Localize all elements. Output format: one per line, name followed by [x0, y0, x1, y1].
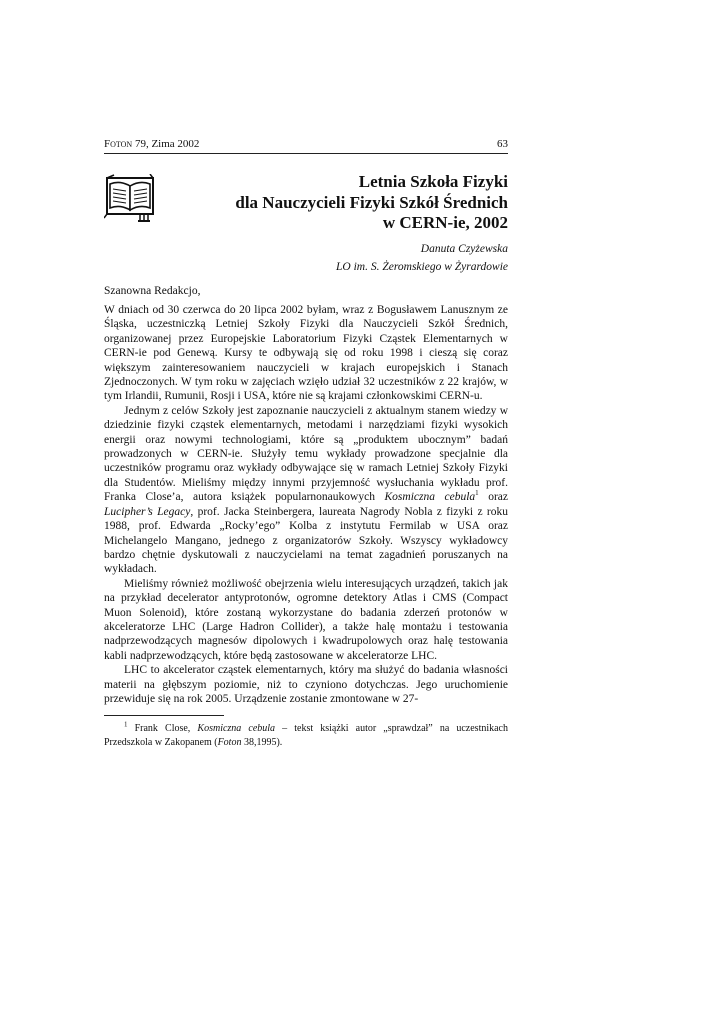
- paragraph-4: LHC to akcelerator cząstek elementarnych, który ma służyć do badania własności materii na głębszym poziomie, niż to czyniono dotychczas. Jego uruchomienie przewiduje się na rok 2005. Urządzenie zostanie zmontowane w 27-: [104, 664, 508, 705]
- book-title-kosmiczna-cebula: Kosmiczna cebula: [384, 491, 476, 504]
- page-number: 63: [497, 138, 508, 150]
- footnote-part-a: Frank Close,: [127, 723, 198, 734]
- footnote-part-c: 38,1995).: [241, 736, 283, 748]
- title-line-1: Letnia Szkoła Fizyki: [358, 172, 508, 191]
- footnote-mark: 1: [124, 720, 128, 729]
- footnote-text: [104, 722, 508, 749]
- paragraph-3: Mieliśmy również możliwość obejrzenia wielu interesujących urządzeń, takich jak na przykład decelerator antyprotonów, ogromne detektory Atlas i CMS (Compact Muon Solenoid), które zostaną wykorzystane do badania zderzeń protonów w akceleratorze LHC (Large Hadron Collider), a także halę montażu i testowania nadprzewodzących magnesów dipolowych i kwadrupolowych oraz halę testowania kabli nadprzewodzących, które będą zastosowane w akceleratorze LHC.: [104, 577, 508, 662]
- footnote-book: Kosmiczna cebula: [197, 723, 276, 734]
- footnote-journal: Foton: [217, 736, 242, 748]
- author-affiliation: LO im. S. Żeromskiego w Żyrardowie: [336, 261, 508, 273]
- salutation: Szanowna Redakcjo,: [104, 285, 201, 297]
- book-title-luciphers-legacy: Lucipher’s Legacy: [104, 505, 191, 518]
- paragraph-2-part-b: oraz: [478, 491, 508, 504]
- paragraph-2: [104, 404, 508, 577]
- issue-info: 79, Zima 2002: [132, 138, 200, 150]
- footnote-rule: [104, 715, 224, 716]
- title-line-2: dla Nauczycieli Fizyki Szkół Średnich: [235, 192, 508, 212]
- article-title: [188, 172, 508, 234]
- author-name: Danuta Czyżewska: [420, 243, 508, 255]
- article-body: [104, 303, 508, 706]
- paragraph-1: W dniach od 30 czerwca do 20 lipca 2002 byłam, wraz z Bogusławem Lanusznym ze Śląska, uczestniczką Letniej Szkoły Fizyki dla Nauczycieli Szkół Średnich, organizowanej przez Europejskie Laboratorium Fizyki Cząstek Elementarnych w CERN-ie pod Genewą. Kursy te odbywają się od roku 1998 i cieszą się coraz większym zainteresowaniem nauczycieli w krajach europejskich i Stanach Zjednoczonych. W tym roku w zajęciach wzięło udział 32 uczestników z 22 krajów, w tym Irlandii, Rumunii, Rosji i USA, które nie są krajami członkowskimi CERN-u.: [104, 304, 508, 403]
- paragraph-2-part-c: , prof. Jacka Steinbergera, laureata Nagrody Nobla z fizyki z roku 1988, prof. Edwarda „Rocky’ego” Kolba z instytutu Fermilab w USA oraz Michelangelo Mangano, jednego z organizatorów Szkoły. Wszyscy wykładowcy bardzo chętnie dyskutowali z nauczycielami na temat zagadnień poruszanych na wykładach.: [104, 505, 508, 576]
- author-block: [336, 240, 508, 276]
- footnote-part-b: – tekst książki autor „sprawdzał” na uczestnikach Przedszkola w Zakopanem (: [104, 723, 509, 748]
- footnote: [104, 722, 508, 749]
- journal-name: Foton: [104, 138, 133, 150]
- running-header: [104, 137, 508, 154]
- header-journal-issue: [104, 138, 199, 150]
- title-line-3: w CERN-ie, 2002: [382, 213, 508, 232]
- footnote-ref: 1: [475, 489, 479, 498]
- open-book-icon: [104, 174, 158, 224]
- paragraph-2-part-a: Jednym z celów Szkoły jest zapoznanie nauczycieli z aktualnym stanem wiedzy w dziedzinie fizyki cząstek elementarnych, metodami i narzędziami fizyki wysokich energii oraz nowymi technologiami, które są „produktem ubocznym” badań prowadzonych w CERN-ie. Służyły temu wykłady prowadzone specjalnie dla uczestników programu oraz wykłady odbywające się w ramach Letniej Szkoły Fizyki dla Studentów. Mieliśmy między innymi przyjemność wysłuchania wykładu prof. Franka Close’a, autora książek popularnonaukowych: [104, 404, 508, 504]
